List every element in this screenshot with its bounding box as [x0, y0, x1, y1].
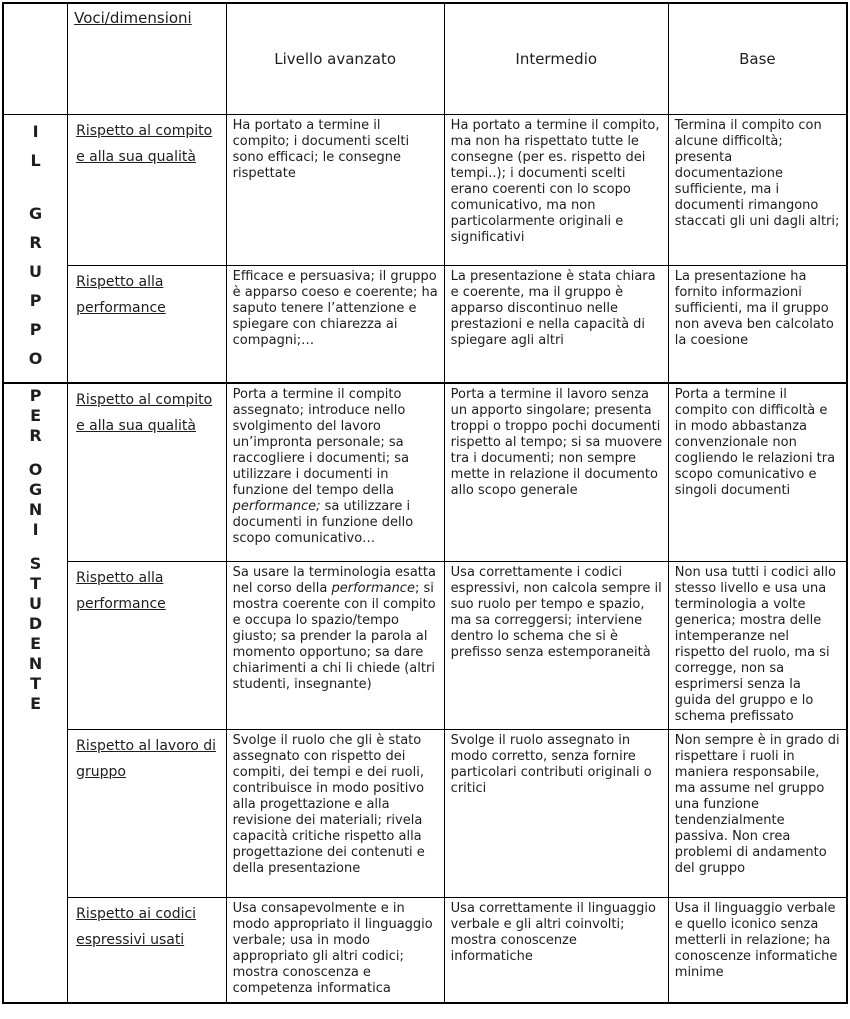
dimension-label: Rispetto al compito e alla sua qualità — [68, 383, 227, 561]
table-row — [3, 114, 847, 265]
rubric-cell-base: Non sempre è in grado di rispettare i ruoli in maniera responsabile, ma assume nel gruppo una funzione tendenzialmente passiva. Non crea problemi di andamento del gruppo — [668, 729, 847, 897]
rubric-cell-avanzato: Porta a termine il compito assegnato; introduce nello svolgimento del lavoro un’impronta personale; sa raccogliere i documenti; sa utilizzare i documenti in funzione del tempo della performance; sa utilizzare i documenti in funzione dello scopo comunicativo… — [226, 383, 444, 561]
voci-dimensioni-label: Voci/dimensioni — [74, 9, 192, 27]
rubric-cell-avanzato: Efficace e persuasiva; il gruppo è apparso coeso e coerente; ha saputo tenere l’attenzione e spiegare con chiarezza ai compagni;… — [226, 265, 444, 383]
rubric-cell-intermedio: Svolge il ruolo assegnato in modo corretto, senza fornire particolari contributi originali o critici — [444, 729, 668, 897]
dimension-label: Rispetto ai codici espressivi usati — [68, 897, 227, 1003]
corner-cell — [3, 3, 68, 114]
rubric-cell-intermedio: Usa correttamente il linguaggio verbale e gli altri coinvolti; mostra conoscenze informatiche — [444, 897, 668, 1003]
header-livello-avanzato: Livello avanzato — [226, 3, 444, 114]
rubric-cell-base: La presentazione ha fornito informazioni sufficienti, ma il gruppo non aveva ben calcolato la coesione — [668, 265, 847, 383]
dimension-label: Rispetto alla performance — [68, 265, 227, 383]
rubric-cell-avanzato: Svolge il ruolo che gli è stato assegnato con rispetto dei compiti, dei tempi e dei ruoli, contribuisce in modo positivo alla progettazione e alla revisione dei materiali; rivela capacità critiche rispetto alla progettazione dei contenuti e della presentazione — [226, 729, 444, 897]
dimension-label: Rispetto alla performance — [68, 561, 227, 729]
header-base: Base — [668, 3, 847, 114]
rubric-cell-intermedio: Ha portato a termine il compito, ma non ha rispettato tutte le consegne (per es. rispetto dei tempi..); i documenti scelti erano coerenti con lo scopo comunicativo, ma non particolarmente originali e significativi — [444, 114, 668, 265]
table-row — [3, 265, 847, 383]
rubric-cell-base: Non usa tutti i codici allo stesso livello e usa una terminologia a volte generica; mostra delle intemperanze nel rispetto del ruolo, ma si corregge, non sa esprimersi senza la guida del gruppo e lo schema prefissato — [668, 561, 847, 729]
rubric-cell-intermedio: Usa correttamente i codici espressivi, non calcola sempre il suo ruolo per tempo e spazio, ma sa correggersi; interviene dentro lo schema che si è prefisso senza estemporaneità — [444, 561, 668, 729]
rubric-cell-intermedio: La presentazione è stata chiara e coerente, ma il gruppo è apparso discontinuo nelle prestazioni e nella capacità di spiegare agli altri — [444, 265, 668, 383]
header-row — [3, 3, 847, 114]
rubric-cell-intermedio: Porta a termine il lavoro senza un apporto singolare; presenta troppi o troppo pochi documenti rispetto al tempo; si sa muovere tra i documenti; non sempre mette in relazione il documento allo scopo generale — [444, 383, 668, 561]
table-row — [3, 383, 847, 561]
rubric-table — [2, 2, 848, 1004]
dimension-label: Rispetto al lavoro di gruppo — [68, 729, 227, 897]
header-intermedio: Intermedio — [444, 3, 668, 114]
rubric-cell-base: Termina il compito con alcune difficoltà; presenta documentazione sufficiente, ma i documenti rimangono staccati gli uni dagli altri; — [668, 114, 847, 265]
rubric-cell-avanzato: Usa consapevolmente e in modo appropriato il linguaggio verbale; usa in modo appropriato gli altri codici; mostra conoscenza e competenza informatica — [226, 897, 444, 1003]
rubric-cell-base: Porta a termine il compito con difficoltà e in modo abbastanza convenzionale non cogliendo le relazioni tra scopo comunicativo e singoli documenti — [668, 383, 847, 561]
rubric-cell-avanzato: Ha portato a termine il compito; i documenti scelti sono efficaci; le consegne rispettate — [226, 114, 444, 265]
table-row — [3, 561, 847, 729]
group-label-il-gruppo: I L G R U P P O — [3, 114, 68, 383]
voci-dimensioni-header — [68, 3, 227, 114]
table-row — [3, 729, 847, 897]
group-label-per-ogni-studente: P E R O G N I S T U D E N T E — [3, 383, 68, 1003]
dimension-label: Rispetto al compito e alla sua qualità — [68, 114, 227, 265]
rubric-cell-avanzato: Sa usare la terminologia esatta nel corso della performance; si mostra coerente con il compito e occupa lo spazio/tempo giusto; sa prender la parola al momento opportuno; sa dare chiarimenti a chi li chiede (altri studenti, insegnante) — [226, 561, 444, 729]
table-row — [3, 897, 847, 1003]
rubric-cell-base: Usa il linguaggio verbale e quello iconico senza metterli in relazione; ha conoscenze informatiche minime — [668, 897, 847, 1003]
